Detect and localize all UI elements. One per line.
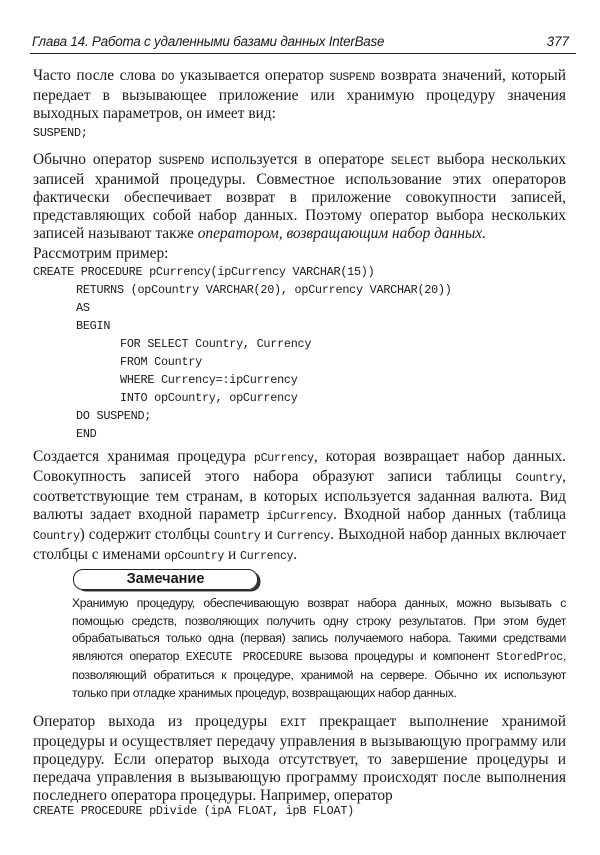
- inline-code: ipCurrency: [266, 510, 334, 523]
- note-body: [72, 595, 566, 702]
- emphasis-term: оператором, возвращающим набор данных.: [197, 225, 486, 242]
- code-line: FOR SELECT Country, Currency: [120, 337, 312, 351]
- inline-code: opCountry: [164, 550, 225, 563]
- inline-code: Country: [515, 472, 563, 485]
- code-line: DO SUSPEND;: [76, 409, 152, 423]
- inline-code: Currency: [240, 550, 294, 563]
- paragraph-suspend-select: [33, 151, 566, 243]
- running-header: [32, 34, 575, 54]
- code-line: BEGIN: [76, 319, 111, 333]
- inline-code: SUSPEND: [329, 72, 375, 84]
- text: используется в операторе: [204, 151, 391, 168]
- text: Оператор выхода из процедуры: [33, 713, 281, 730]
- code-line: AS: [76, 301, 90, 315]
- text: , соответствующие тем странам, в которых используется заданная валюта. Вид валюты задает входной параметр: [33, 468, 566, 523]
- code-line: WHERE Currency=:ipCurrency: [120, 373, 298, 387]
- text: ) содержит столбцы: [79, 526, 214, 543]
- text: Создается хранимая процедура: [33, 448, 254, 465]
- code-line: END: [76, 427, 97, 441]
- paragraph-suspend-intro: [33, 67, 566, 123]
- text: и: [260, 526, 277, 543]
- inline-code: Currency: [276, 530, 331, 543]
- paragraph-example-intro: Рассмотрим пример:: [33, 245, 169, 262]
- text: , позволяющий обратиться к процедуре, хранимой на сервере. Обычно их используют только при отладке хранимых процедур, возвращающих набор данных.: [72, 649, 566, 700]
- note-label: Замечание: [126, 571, 205, 587]
- inline-code: Country: [213, 530, 261, 543]
- chapter-title: Глава 14. Работа с удаленными базами данных InterBase: [32, 34, 385, 49]
- inline-code: SUSPEND: [158, 156, 205, 168]
- inline-code: StoredProc: [496, 651, 563, 665]
- text: указывается оператор: [174, 67, 330, 84]
- text: и: [224, 546, 241, 563]
- text: , которая возвращает набор данных. Совокупность записей этого набора образуют записи таблицы: [33, 448, 567, 485]
- text: . Выходной набор данных включает столбцы с именами: [33, 526, 567, 563]
- inline-code: SELECT: [390, 156, 431, 168]
- code-line: INTO opCountry, opCurrency: [120, 391, 298, 405]
- text: выбора нескольких записей хранимой процедуры. Совместное использование этих операторов фактически обеспечивает возврат в приложение совокупности записей, представляющих собой набор данных. Поэтому оператор выбора нескольких записей называют также: [33, 151, 566, 242]
- text: . Входной набор данных (таблица: [333, 506, 566, 523]
- page-number: 377: [546, 34, 569, 49]
- inline-code: EXECUTE PROCEDURE: [185, 651, 303, 665]
- text: Часто после слова: [33, 67, 162, 84]
- inline-code: Country: [33, 530, 80, 543]
- code-line: RETURNS (opCountry VARCHAR(20), opCurrency VARCHAR(20)): [76, 283, 452, 297]
- text: Обычно оператор: [33, 151, 159, 168]
- code-pdivide: CREATE PROCEDURE pDivide (ipA FLOAT, ipB FLOAT): [33, 804, 354, 818]
- text: возврата значений, который передает в вызывающее приложение или хранимую процедуру значения выходных параметров, он имеет вид:: [33, 67, 566, 122]
- note-badge: [73, 569, 258, 590]
- paragraph-pcurrency-explanation: [33, 448, 566, 566]
- inline-code: EXIT: [280, 718, 307, 730]
- text: прекращает выполнение хранимой процедуры и осуществляет передачу управления в вызывающую программу или процедуру. Если оператор выхода отсутствует, то завершение процедуры и передача управления в вызывающую программу происходят после выполнения последнего оператора процедуры. Например, оператор: [33, 713, 566, 804]
- code-line: FROM Country: [120, 355, 202, 369]
- text: .: [293, 546, 298, 563]
- header-rule: [30, 53, 576, 54]
- paragraph-exit-operator: [33, 713, 566, 805]
- text: вызова процедуры и компонент: [302, 649, 497, 664]
- inline-code: DO: [161, 72, 175, 84]
- code-line: CREATE PROCEDURE pCurrency(ipCurrency VARCHAR(15)): [33, 265, 375, 279]
- inline-code: pCurrency: [253, 452, 314, 465]
- code-suspend: SUSPEND;: [33, 126, 88, 140]
- text: Хранимую процедуру, обеспечивающую возврат набора данных, можно вызывать с помощью средств, позволяющих получить одну строку результатов. При этом будет обрабатываться только одна (первая) запись получаемого набора. Такими средствами являются оператор: [72, 596, 566, 664]
